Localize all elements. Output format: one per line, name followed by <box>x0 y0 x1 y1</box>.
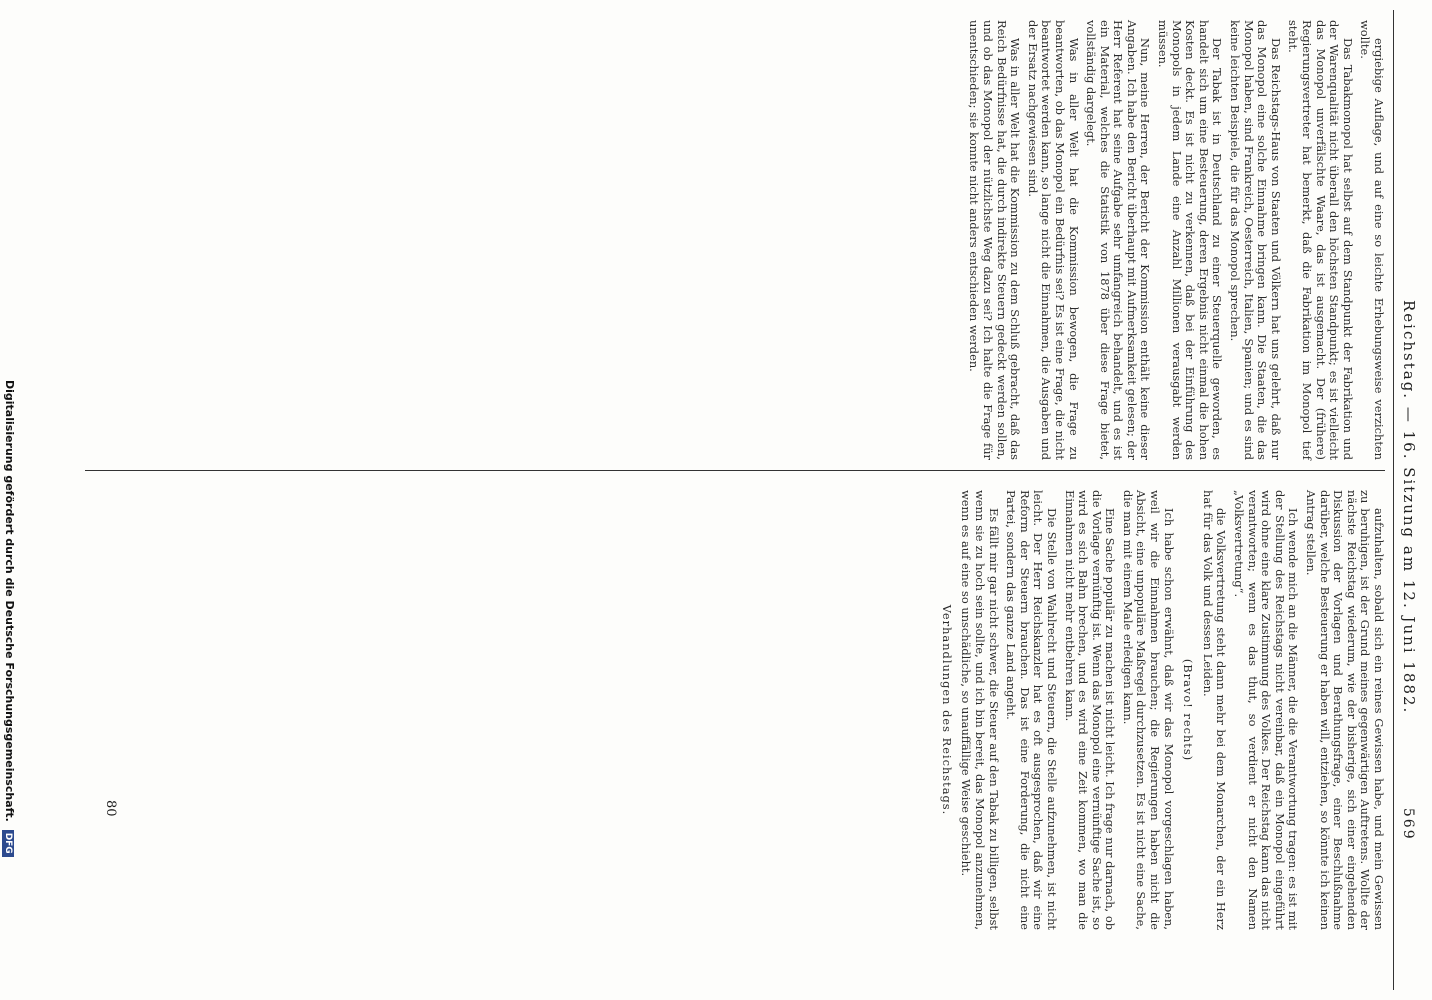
column-divider <box>85 470 1385 471</box>
paragraph: Das Tabakmonopol hat selbst auf dem Standpunkt der Fabrikation und der Warenqualität nicht überall den höchsten Standpunkt; es ist vielleicht das Monopol unverfälschte Waare, das ist ausgemacht. Der (frühere) Regierungsvertreter hat bemerkt, daß die Fabrikation im Monopol tief steht. <box>1286 20 1355 460</box>
paragraph: Was in aller Welt hat die Kommission zu dem Schluß gebracht, daß das Reich Bedürfnisse hat, die durch indirekte Steuern gedeckt werden sollen, und ob das Monopol der nützlichste Weg dazu sei? Ich halte die Frage für unentschieden; sie konnte nicht anders entschieden werden. <box>967 20 1023 460</box>
paragraph: Es fällt mir gar nicht schwer, die Steuer auf den Tabak zu billigen, selbst wenn sie zu hoch sein sollte, und ich bin bereit, das Monopol anzunehmen, wenn es auf eine so unschädliche, so unauffällige Weise geschieht. <box>959 490 1001 930</box>
paragraph: Ich wende mich an die Männer, die die Verantwortung tragen: es ist mit der Stellung des Reichstags nicht vereinbar, daß ein Monopol eingeführt wird ohne eine klare Zustimmung des Volkes. Der Reichstag kann das nicht verantworten; wenn es das thut, so verdient er nicht den Namen „Volksvertretung“. <box>1232 490 1301 930</box>
running-title: Reichstag. — 16. Sitzung am 12. Juni 1882. <box>1400 300 1418 715</box>
foot-number: 80 <box>103 800 118 817</box>
paragraph: ergiebige Auflage, und auf eine so leichte Erhebungsweise verzichten wollte. <box>1358 20 1386 460</box>
volume-title: Verhandlungen des Reichstags. <box>939 604 954 816</box>
paragraph: Nun, meine Herren, der Bericht der Kommission enthält keine dieser Angaben. Ich habe den Bericht überhaupt mit Aufmerksamkeit gelesen; der Herr Referent hat seine Aufgabe sehr umfangreich behandelt, und es ist ein Material, welches die Statistik von 1878 über diese Frage bietet, vollständig dargelegt. <box>1084 20 1153 460</box>
header-rule <box>1393 10 1394 990</box>
dfg-logo-icon: DFG <box>2 830 14 857</box>
credit-text: Digitalisierung gefördert durch die Deutsche Forschungsgemeinschaft. <box>3 380 16 822</box>
dfg-credit-footer <box>2 380 16 857</box>
paragraph: aufzuhalten, sobald sich ein reines Gewissen habe, und mein Gewissen zu beruhigen, ist der Grund meines gegenwärtigen Auftretens. Wollte der nächste Reichstag wiederum, wie der bisherige, sich einer eingehenden Diskussion der Vorlagen und Berathungsfrage, einer Beschlußnahme darüber, welche Besteuerung er haben will, entziehen, so könnte ich keinen Antrag stellen. <box>1304 490 1386 930</box>
paragraph: die Volksvertretung steht dann mehr bei dem Monarchen, der ein Herz hat für das Volk und dessen Leiden. <box>1200 490 1229 930</box>
page-number: 569 <box>1400 807 1416 841</box>
paragraph: Das Reichstags-Haus von Staaten und Völkern hat uns gelehrt, daß nur das Monopol eine solche Einnahme bringen kann. Die Staaten, die das Monopol haben, sind Frankreich, Oesterreich, Italien, Spanien; und es sind keine leichten Beispiele, die für das Monopol sprechen. <box>1228 20 1283 460</box>
column-left <box>85 490 1385 930</box>
column-right <box>85 20 1385 460</box>
paragraph: Ich habe schon erwähnt, daß wir das Monopol vorgeschlagen haben, weil wir die Einnahmen brauchen; die Regierungen haben nicht die Absicht, eine unpopuläre Maßregel durchzusetzen. Es ist nicht eine Sache, die man mit einem Male erledigen kann. <box>1120 490 1176 930</box>
paragraph: Was in aller Welt hat die Kommission bewogen, die Frage zu beantworten, ob das Monopol ein Bedürfnis sei? Es ist eine Frage, die nicht beantwortet werden kann, so lange nicht die Einnahmen, die Ausgaben und der Ersatz nachgewiesen sind. <box>1025 20 1081 460</box>
interjection: (Bravo! rechts) <box>1181 658 1196 762</box>
paragraph: Der Tabak ist in Deutschland zu einer Steuerquelle geworden, es handelt sich um eine Besteuerung, deren Ergebnis nicht einmal die hohen Kosten deckt. Es ist nicht zu verkennen, daß bei der Einführung des Monopols in jedem Lande eine Anzahl Millionen verausgabt werden müssen. <box>1156 20 1225 460</box>
running-header <box>1400 300 1418 920</box>
paragraph: Die Stelle von Wahlrecht und Steuern, die Stelle aufzunehmen, ist nicht leicht. Der Herr Reichskanzler hat es oft ausgesprochen, daß wir eine Reform der Steuern brauchen. Das ist eine Forderung, die nicht eine Partei, sondern das ganze Land angeht. <box>1004 490 1059 930</box>
paragraph: Eine Sache populär zu machen ist nicht leicht. Ich frage nur darnach, ob die Vorlage vernünftig ist. Wenn das Monopol eine vernünftige Sache ist, so wird es sich Bahn brechen, und es wird eine Zeit kommen, wo man die Einnahmen nicht mehr entbehren kann. <box>1062 490 1118 930</box>
